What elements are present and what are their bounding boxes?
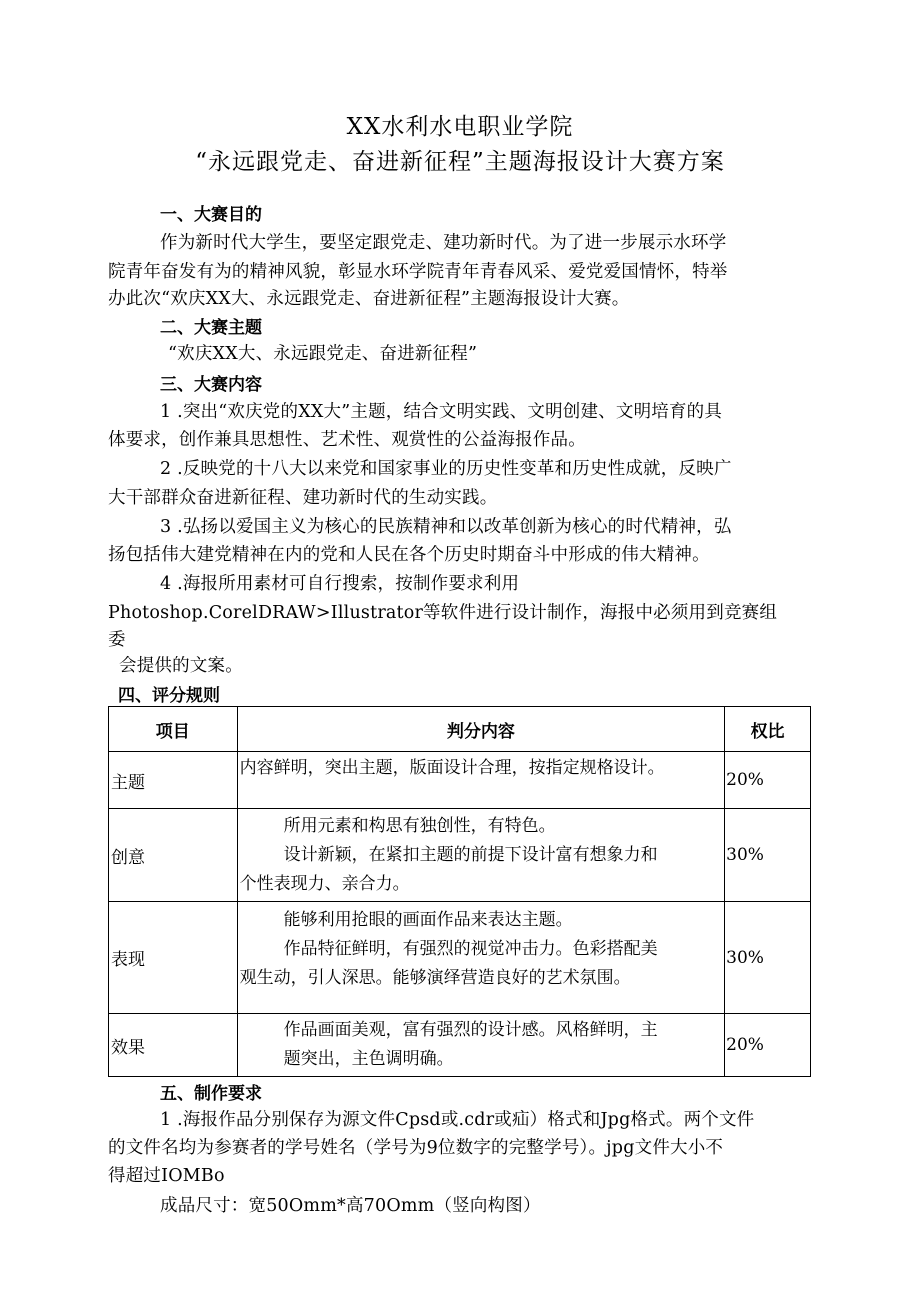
header-weight: 权比 — [725, 707, 811, 752]
row-weight: 30% — [725, 809, 811, 902]
paragraph-line: 大干部群众奋进新征程、建功新时代的生动实践。 — [108, 488, 498, 508]
content-line: 内容鲜明，突出主题，版面设计合理，按指定规格设计。 — [239, 758, 665, 778]
paragraph-line: 院青年奋发有为的精神风貌，彰显水环学院青年青春风采、爱党爱国情怀，特举 — [108, 262, 728, 282]
row-item: 创意 — [109, 809, 238, 902]
content-line: 能够利用抢眼的画面作品来表达主题。 — [283, 910, 573, 930]
row-item: 效果 — [109, 1014, 238, 1077]
paragraph-line: 1 .突出“欢庆党的XX大”主题，结合文明实践、文明创建、文明培育的具 — [160, 402, 723, 422]
row-weight: 20% — [725, 1014, 811, 1077]
header-item: 项目 — [109, 707, 238, 752]
table-row — [109, 752, 811, 809]
paragraph-line: 1 .海报作品分别保存为源文件Cpsd或.cdr或疝）格式和Jpg格式。两个文件 — [160, 1110, 755, 1130]
paragraph-line: 扬包括伟大建党精神在内的党和人民在各个历史时期奋斗中形成的伟大精神。 — [108, 545, 710, 565]
content-line: 作品特征鲜明，有强烈的视觉冲击力。色彩搭配美 — [283, 939, 658, 959]
paragraph-line: 得超过IOMBo — [108, 1166, 225, 1186]
content-line: 作品画面美观，富有强烈的设计感。风格鲜明，主 — [283, 1020, 658, 1040]
paragraph-line: 办此次“欢庆XX大、永远跟党走、奋进新征程”主题海报设计大赛。 — [108, 289, 630, 309]
scoring-table — [108, 706, 811, 1077]
paragraph-line: 会提供的文案。 — [119, 656, 243, 676]
content-line: 设计新颖，在紧扣主题的前提下设计富有想象力和 — [283, 844, 658, 865]
paragraph-line: 体要求，创作兼具思想性、艺术性、观赏性的公益海报作品。 — [108, 430, 586, 450]
row-content — [237, 902, 725, 1014]
section-heading-requirements: 五、制作要求 — [160, 1084, 262, 1104]
doc-title-line1: XX水利水电职业学院 — [346, 114, 574, 140]
header-content: 判分内容 — [237, 707, 725, 752]
row-content — [237, 752, 725, 809]
theme-text: “欢庆XX大、永远跟党走、奋进新征程” — [168, 344, 478, 364]
row-content — [237, 809, 725, 902]
row-content — [237, 1014, 725, 1077]
section-heading-theme: 二、大赛主题 — [160, 318, 262, 338]
paragraph-line: 委 — [108, 630, 126, 650]
paragraph-line: 的文件名均为参赛者的学号姓名（学号为9位数字的完整学号）。jpg文件大小不 — [108, 1138, 724, 1158]
table-header-row — [109, 707, 811, 752]
section-heading-purpose: 一、大赛目的 — [160, 205, 262, 225]
table-row — [109, 1014, 811, 1077]
section-heading-content: 三、大赛内容 — [160, 375, 262, 395]
content-line: 题突出，主色调明确。 — [283, 1049, 454, 1069]
table-row — [109, 809, 811, 902]
paragraph-line: 3 .弘扬以爱国主义为核心的民族精神和以改革创新为核心的时代精神，弘 — [160, 517, 732, 537]
paragraph-line: 作为新时代大学生，要坚定跟党走、建功新时代。为了进一步展示水环学 — [160, 233, 727, 253]
row-item: 主题 — [109, 752, 238, 809]
paragraph-line: 成品尺寸：宽50Omm*高70Omm（竖向构图） — [160, 1196, 541, 1216]
content-line: 所用元素和构思有独创性，有特色。 — [283, 815, 556, 836]
paragraph-line: 2 .反映党的十八大以来党和国家事业的历史性变革和历史性成就，反映广 — [160, 459, 732, 479]
section-heading-scoring: 四、评分规则 — [118, 686, 220, 706]
paragraph-line: Photoshop.CorelDRAW>Illustrator等软件进行设计制作，海报中必须用到竞赛组 — [108, 603, 778, 623]
content-line: 个性表现力、亲合力。 — [239, 873, 410, 894]
content-line: 观生动，引人深思。能够演绎营造良好的艺术氛围。 — [239, 968, 631, 988]
row-weight: 20% — [725, 752, 811, 809]
paragraph-line: 4 .海报所用素材可自行搜索，按制作要求利用 — [160, 574, 520, 594]
row-item: 表现 — [109, 902, 238, 1014]
doc-title-line2: “永远跟党走、奋进新征程”主题海报设计大赛方案 — [195, 149, 725, 175]
row-weight: 30% — [725, 902, 811, 1014]
table-row — [109, 902, 811, 1014]
